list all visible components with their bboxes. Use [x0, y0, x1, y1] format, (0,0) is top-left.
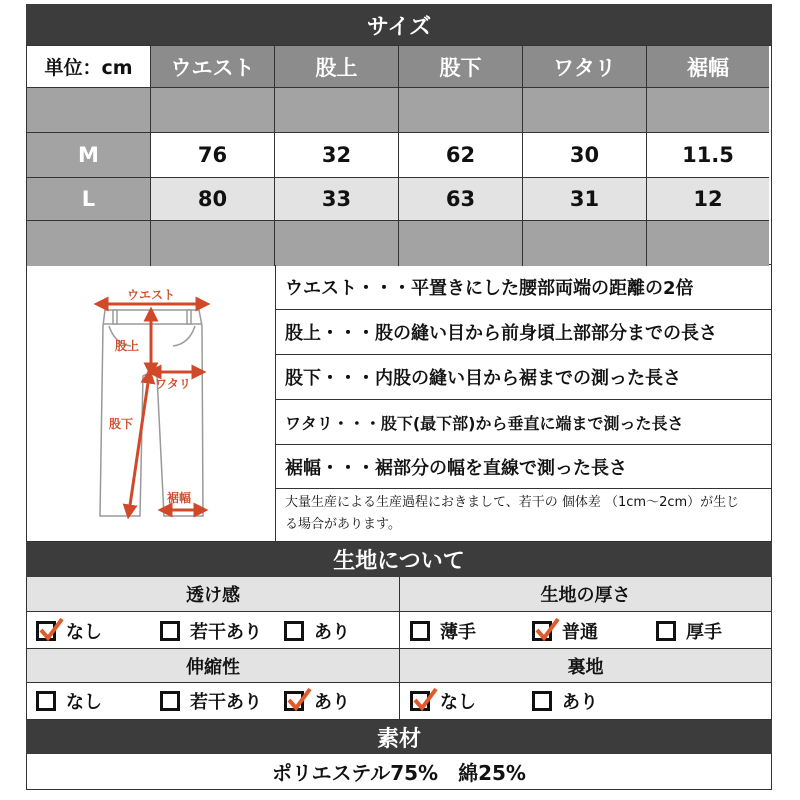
label-rise: 股上 — [115, 339, 140, 353]
blank-cell — [151, 88, 275, 133]
blank-cell — [27, 88, 151, 133]
option-label: 薄手 — [440, 622, 476, 643]
table-cell: 11.5 — [647, 133, 769, 178]
column-header: 裾幅 — [647, 46, 769, 88]
option-checkbox[interactable] — [410, 688, 476, 714]
desc-waist: ウエスト・・・平置きにした腰部両端の距離の2倍 — [275, 265, 772, 310]
unit-label: 単位：cm — [27, 46, 151, 88]
label-hem: 裾幅 — [167, 491, 192, 505]
column-header: ワタリ — [523, 46, 647, 88]
option-label: なし — [66, 622, 102, 643]
option-checkbox[interactable] — [36, 618, 102, 644]
blank-cell — [647, 88, 769, 133]
material-value: ポリエステル75% 綿25% — [26, 754, 772, 790]
table-cell: 33 — [275, 178, 399, 221]
checked-box-icon[interactable] — [284, 691, 304, 711]
option-checkbox[interactable] — [284, 618, 350, 644]
label-inseam: 股下 — [109, 417, 134, 431]
blank-cell — [399, 88, 523, 133]
table-cell: 62 — [399, 133, 523, 178]
desc-inseam: 股下・・・内股の縫い目から裾までの測った長さ — [275, 355, 772, 400]
table-cell: 80 — [151, 178, 275, 221]
option-label: あり — [562, 692, 598, 713]
material-title: 素材 — [26, 720, 772, 754]
option-label: なし — [66, 692, 102, 713]
blank-cell — [275, 88, 399, 133]
label-waist: ウエスト — [127, 288, 176, 302]
option-checkbox[interactable] — [656, 618, 722, 644]
blank-cell — [647, 221, 769, 266]
option-label: 普通 — [562, 622, 598, 643]
option-checkbox[interactable] — [410, 618, 476, 644]
size-note: 大量生産による生産過程におきまして、若干の 個体差 （1cm～2cm）が生じる場合があります。 — [285, 495, 740, 532]
blank-cell — [523, 88, 647, 133]
option-checkbox[interactable] — [160, 688, 262, 714]
option-checkbox[interactable] — [532, 688, 598, 714]
option-checkbox[interactable] — [36, 688, 102, 714]
table-cell: 12 — [647, 178, 769, 221]
checkmark-icon — [37, 616, 65, 644]
label-stretch: 伸縮性 — [27, 649, 399, 682]
table-cell: 32 — [275, 133, 399, 178]
desc-thigh: ワタリ・・・股下(最下部)から垂直に端まで測った長さ — [275, 400, 772, 445]
checked-box-icon[interactable] — [36, 621, 56, 641]
checkbox-icon[interactable] — [36, 691, 56, 711]
option-label: 若干あり — [190, 622, 262, 643]
checkbox-icon[interactable] — [532, 691, 552, 711]
size-title: サイズ — [26, 4, 772, 46]
option-checkbox[interactable] — [532, 618, 598, 644]
size-label: M — [27, 133, 151, 178]
column-header: 股下 — [399, 46, 523, 88]
desc-rise: 股上・・・股の縫い目から前身頃上部部分までの長さ — [275, 310, 772, 355]
label-sheerness: 透け感 — [27, 577, 399, 611]
column-header: 股上 — [275, 46, 399, 88]
size-table — [26, 45, 772, 265]
checked-box-icon[interactable] — [410, 691, 430, 711]
table-cell: 63 — [399, 178, 523, 221]
option-label: なし — [440, 692, 476, 713]
column-header: ウエスト — [151, 46, 275, 88]
option-label: 若干あり — [190, 692, 262, 713]
blank-cell — [151, 221, 275, 266]
option-checkbox[interactable] — [160, 618, 262, 644]
checkmark-icon — [285, 686, 313, 714]
option-label: あり — [314, 692, 350, 713]
checkbox-icon[interactable] — [410, 621, 430, 641]
checkmark-icon — [411, 686, 439, 714]
option-label: 厚手 — [686, 622, 722, 643]
checkbox-icon[interactable] — [160, 691, 180, 711]
blank-cell — [27, 221, 151, 266]
table-cell: 76 — [151, 133, 275, 178]
label-thigh: ワタリ — [155, 377, 191, 391]
size-label: L — [27, 178, 151, 221]
blank-cell — [275, 221, 399, 266]
option-label: あり — [314, 622, 350, 643]
checkmark-icon — [533, 616, 561, 644]
table-cell: 30 — [523, 133, 647, 178]
desc-hem: 裾幅・・・裾部分の幅を直線で測った長さ — [275, 445, 772, 489]
checkbox-icon[interactable] — [160, 621, 180, 641]
checkbox-icon[interactable] — [284, 621, 304, 641]
option-checkbox[interactable] — [284, 688, 350, 714]
blank-cell — [523, 221, 647, 266]
label-thickness: 生地の厚さ — [400, 577, 771, 611]
blank-cell — [399, 221, 523, 266]
label-lining: 裏地 — [400, 649, 771, 682]
checked-box-icon[interactable] — [532, 621, 552, 641]
pants-diagram — [27, 266, 274, 541]
fabric-title: 生地について — [26, 542, 772, 577]
checkbox-icon[interactable] — [656, 621, 676, 641]
table-cell: 31 — [523, 178, 647, 221]
